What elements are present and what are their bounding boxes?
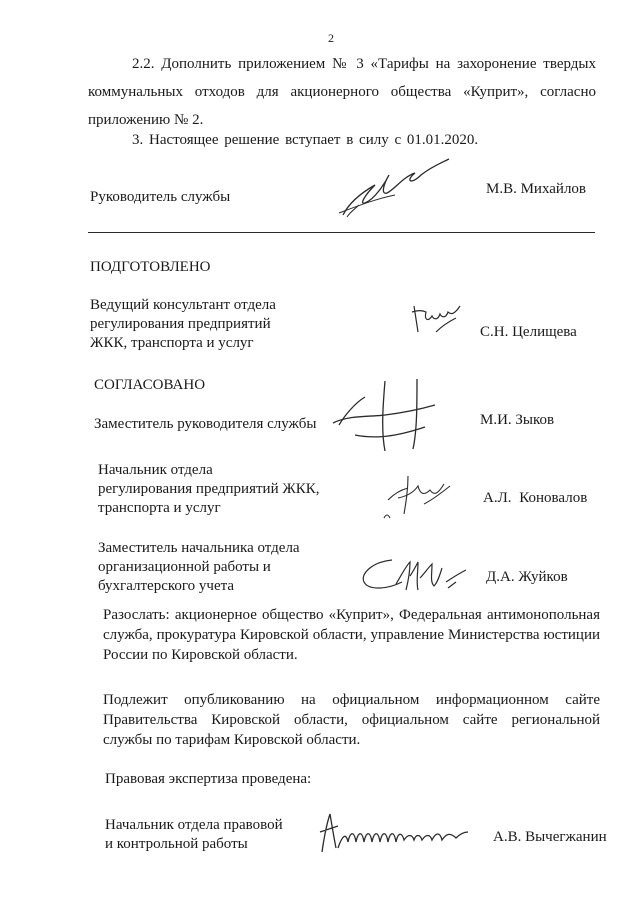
agreed-signer-3-role: Заместитель начальника отдела организационной работы и бухгалтерского учета	[98, 540, 300, 594]
legal-signature	[312, 808, 472, 856]
legal-review-note: Правовая экспертиза проведена:	[105, 771, 312, 787]
agreed-heading: СОГЛАСОВАНО	[94, 377, 206, 393]
page-number: 2	[328, 31, 334, 45]
head-signature	[325, 155, 455, 225]
agreed-signer-2-name: А.Л. Коновалов	[483, 490, 588, 506]
agreed-signer-2-role: Начальник отдела регулирования предприятий ЖКК, транспорта и услуг	[98, 462, 320, 516]
agreed-signature-3	[352, 552, 472, 596]
publication-paragraph: Подлежит опубликованию на официальном информационном сайте Правительства Кировской области, официальном сайте региональной службы по тарифам Кировской области.	[103, 692, 600, 748]
agreed-signer-1-name: М.И. Зыков	[480, 412, 555, 428]
prepared-heading: ПОДГОТОВЛЕНО	[90, 259, 211, 275]
paragraph-2-2: 2.2. Дополнить приложением № 3 «Тарифы на захоронение твердых коммунальных отходов для акционерного общества «Куприт», согласно приложению № 2.	[88, 56, 596, 128]
prepared-name: С.Н. Целищева	[480, 324, 577, 340]
legal-signer-role: Начальник отдела правовой и контрольной работы	[105, 817, 283, 852]
legal-signer-name: А.В. Вычегжанин	[493, 829, 607, 845]
prepared-role: Ведущий консультант отдела регулирования предприятий ЖКК, транспорта и услуг	[90, 297, 276, 351]
agreed-signature-2	[378, 468, 458, 526]
paragraph-3: 3. Настоящее решение вступает в силу с 01.01.2020.	[132, 132, 479, 148]
agreed-signature-1	[325, 375, 445, 455]
agreed-signer-1-role: Заместитель руководителя службы	[94, 416, 317, 432]
head-signer-role: Руководитель службы	[90, 189, 231, 205]
head-signer-name: М.В. Михайлов	[486, 181, 587, 197]
prepared-signature	[408, 302, 468, 338]
distribution-paragraph: Разослать: акционерное общество «Куприт», Федеральная антимонопольная служба, прокуратура Кировской области, управление Министерства юстиции России по Кировской области.	[103, 607, 600, 663]
agreed-signer-3-name: Д.А. Жуйков	[486, 569, 568, 585]
separator-line	[88, 232, 595, 233]
